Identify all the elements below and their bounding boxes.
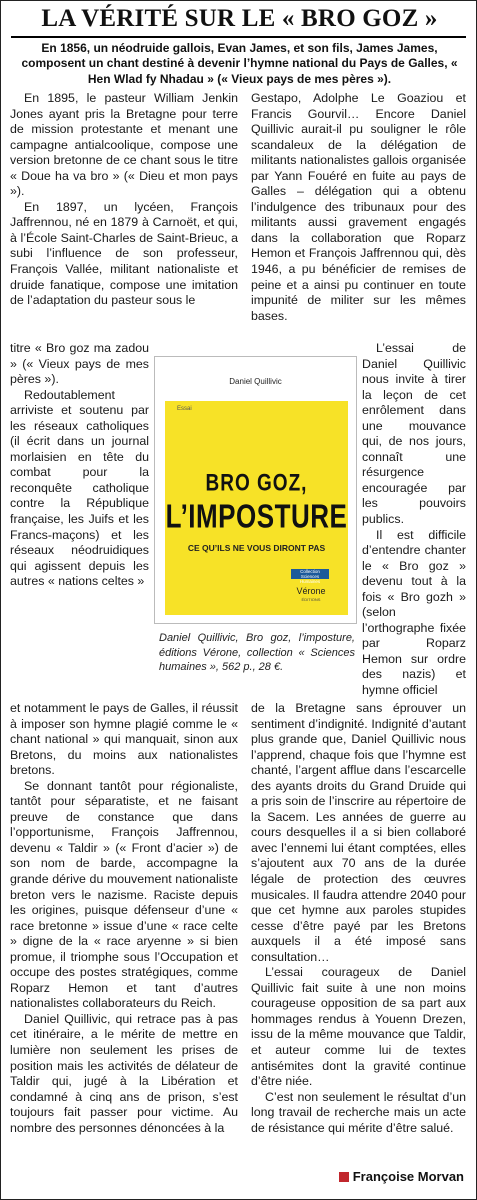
signature-square-icon bbox=[339, 1172, 349, 1182]
signature-name: Françoise Morvan bbox=[352, 1169, 464, 1184]
book-publisher: Vérone bbox=[296, 586, 326, 596]
left-column-bottom bbox=[10, 701, 238, 1136]
book-label: Essai bbox=[177, 406, 192, 412]
paragraph: de la Bretagne sans éprouver un sentiment d’indignité. Indignité d’autant plus grande que, Daniel Quillivic nous l’apprend, chaque fois que l’hymne est chanté, l’argent afflue dans l’escarcelle des ayants droits du Grand Druide qui a pris soin de l’inscrire au répertoire de la Sacem. Les années de guerre au cours desquelles il a si bien collaboré avec l’ennemi lui étant comptées, elles s’ajoutent aux 70 ans de la durée légale de protection des œuvres musicales. Il faudra attendre 2040 pour que cet hymne aux paroles stupides cesse d’être payé par les Bretons auxquels il a été imposé sans consultation… bbox=[251, 701, 466, 964]
paragraph: Il est difficile d’entendre chanter le « Bro goz » devenu tout à la fois « Bro gozh » (selon l’orthographe fixée par Roparz Hemon sur ordre des nazis) et hymne officiel bbox=[362, 527, 466, 698]
paragraph: Gestapo, Adolphe Le Goaziou et Francis Gourvil… Encore Daniel Quillivic aurait-il pu souligner le rôle scandaleux de la délégation de militants nationalistes gallois organisée par Yann Fouéré en fuite au pays de Galles – délégation qui a obtenu l’indulgence des tribunaux pour des militants aussi gravement engagés dans la collaboration que Roparz Hemon et François Jaffrennou qui, dès 1946, a pu bénéficier de remises de peine et a ainsi pu continuer en toute impunité de militer sur les mêmes bases. bbox=[251, 91, 466, 323]
book-cover bbox=[165, 401, 348, 615]
left-column-top bbox=[10, 91, 238, 309]
title-rule bbox=[11, 36, 466, 38]
paragraph: C’est non seulement le résultat d’un long travail de recherche mais un acte de résistance qui mérite d’être salué. bbox=[251, 1089, 466, 1135]
book-publisher-sub: ÉDITIONS bbox=[301, 597, 321, 602]
paragraph: titre « Bro goz ma zadou » (« Vieux pays de mes pères »). bbox=[10, 341, 149, 387]
paragraph: L’essai de Daniel Quillivic nous invite à tirer la leçon de cet enrôlement dans une mouvance qui, de nos jours, connaît une résurgence encouragée par les pouvoirs publics. bbox=[362, 341, 466, 527]
paragraph: En 1897, un lycéen, François Jaffrennou, né en 1879 à Carnoët, et qui, à l’École Saint-Charles de Saint-Brieuc, a subi l’influence de son professeur, François Vallée, militant nationaliste et druide fanatique, compose une imitation de l’adaptation du pasteur sous le bbox=[10, 199, 238, 308]
paragraph: Se donnant tantôt pour régionaliste, tantôt pour séparatiste, et ne faisant preuve de constance que dans l’opportunisme, François Jaffrennou, devenu « Taldir » (« Front d’acier ») de son nom de barde, accompagne la grande dérive du mouvement nationaliste breton vers le nazisme. Raciste depuis les origines, puisque défenseur d’une « race bretonne » issue d’une « race celte » digne de la « race aryenne » si bien promue, il triomphe sous l’Occupation et occupe des postes stratégiques, comme Roparz Hemon et tant d’autres nationalistes collaborateurs du Reich. bbox=[10, 778, 238, 1011]
book-title-line1: BRO GOZ, bbox=[205, 470, 308, 497]
right-column-bottom bbox=[251, 701, 466, 1136]
paragraph: Redoutablement arriviste et soutenu par les réseaux catholiques (il écrit dans un journal morlaisien en tête du combat pour la reconquête catholique contre la République française, les Juifs et les Francs-maçons) et les réseaux néodruidiques qui agissent depuis les autres « nations celtes » bbox=[10, 387, 149, 589]
right-column-wrap bbox=[362, 341, 466, 699]
article-chapo: En 1856, un néodruide gallois, Evan James, et son fils, James James, composent un chant destiné à devenir l’hymne national du Pays de Galles, « Hen Wlad fy Nhadau » (« Vieux pays de mes pères »). bbox=[21, 41, 458, 86]
book-cover-image bbox=[154, 356, 357, 624]
author-signature bbox=[339, 1169, 464, 1184]
right-column-top bbox=[251, 91, 466, 324]
paragraph: et notamment le pays de Galles, il réussit à imposer son hymne plagié comme le « chant national » qui manquait, sinon aux Bretons, du moins aux nationalistes bretons. bbox=[10, 701, 238, 778]
book-title-line2: L’IMPOSTURE bbox=[165, 496, 348, 536]
paragraph: En 1895, le pasteur William Jenkin Jones ayant pris la Bretagne pour terre de mission protestante et menant une campagne antialcoolique, compose une version bretonne de ce chant sous le titre « Doue ha va bro » (« Dieu et mon pays »). bbox=[10, 91, 238, 199]
article-title: LA VÉRITÉ SUR LE « BRO GOZ » bbox=[41, 5, 438, 32]
paragraph: L’essai courageux de Daniel Quillivic fait suite à une non moins courageuse opposition de sa part aux hommages rendus à Youenn Drezen, issu de la même mouvance que Taldir, et auteur comme lui de textes antisémites dont la gravité continue d’être niée. bbox=[251, 965, 466, 1089]
paragraph: Daniel Quillivic, qui retrace pas à pas cet itinéraire, a le mérite de mettre en lumière non seulement les prises de position mais les activités de délateur de Taldir qui, jugé à la Libération et condamné à cinq ans de prison, s’est toujours fait passer pour victime. Au nombre des personnes dénoncées à la bbox=[10, 1011, 238, 1135]
image-caption: Daniel Quillivic, Bro goz, l’imposture, éditions Vérone, collection « Sciences humaines », 562 p., 28 €. bbox=[159, 632, 355, 673]
book-author: Daniel Quillivic bbox=[229, 377, 282, 386]
left-column-wrap bbox=[10, 341, 149, 590]
book-subtitle: CE QU’ILS NE VOUS DIRONT PAS bbox=[187, 543, 326, 553]
book-collection-badge: Collection Sciences Humaines bbox=[291, 569, 329, 579]
